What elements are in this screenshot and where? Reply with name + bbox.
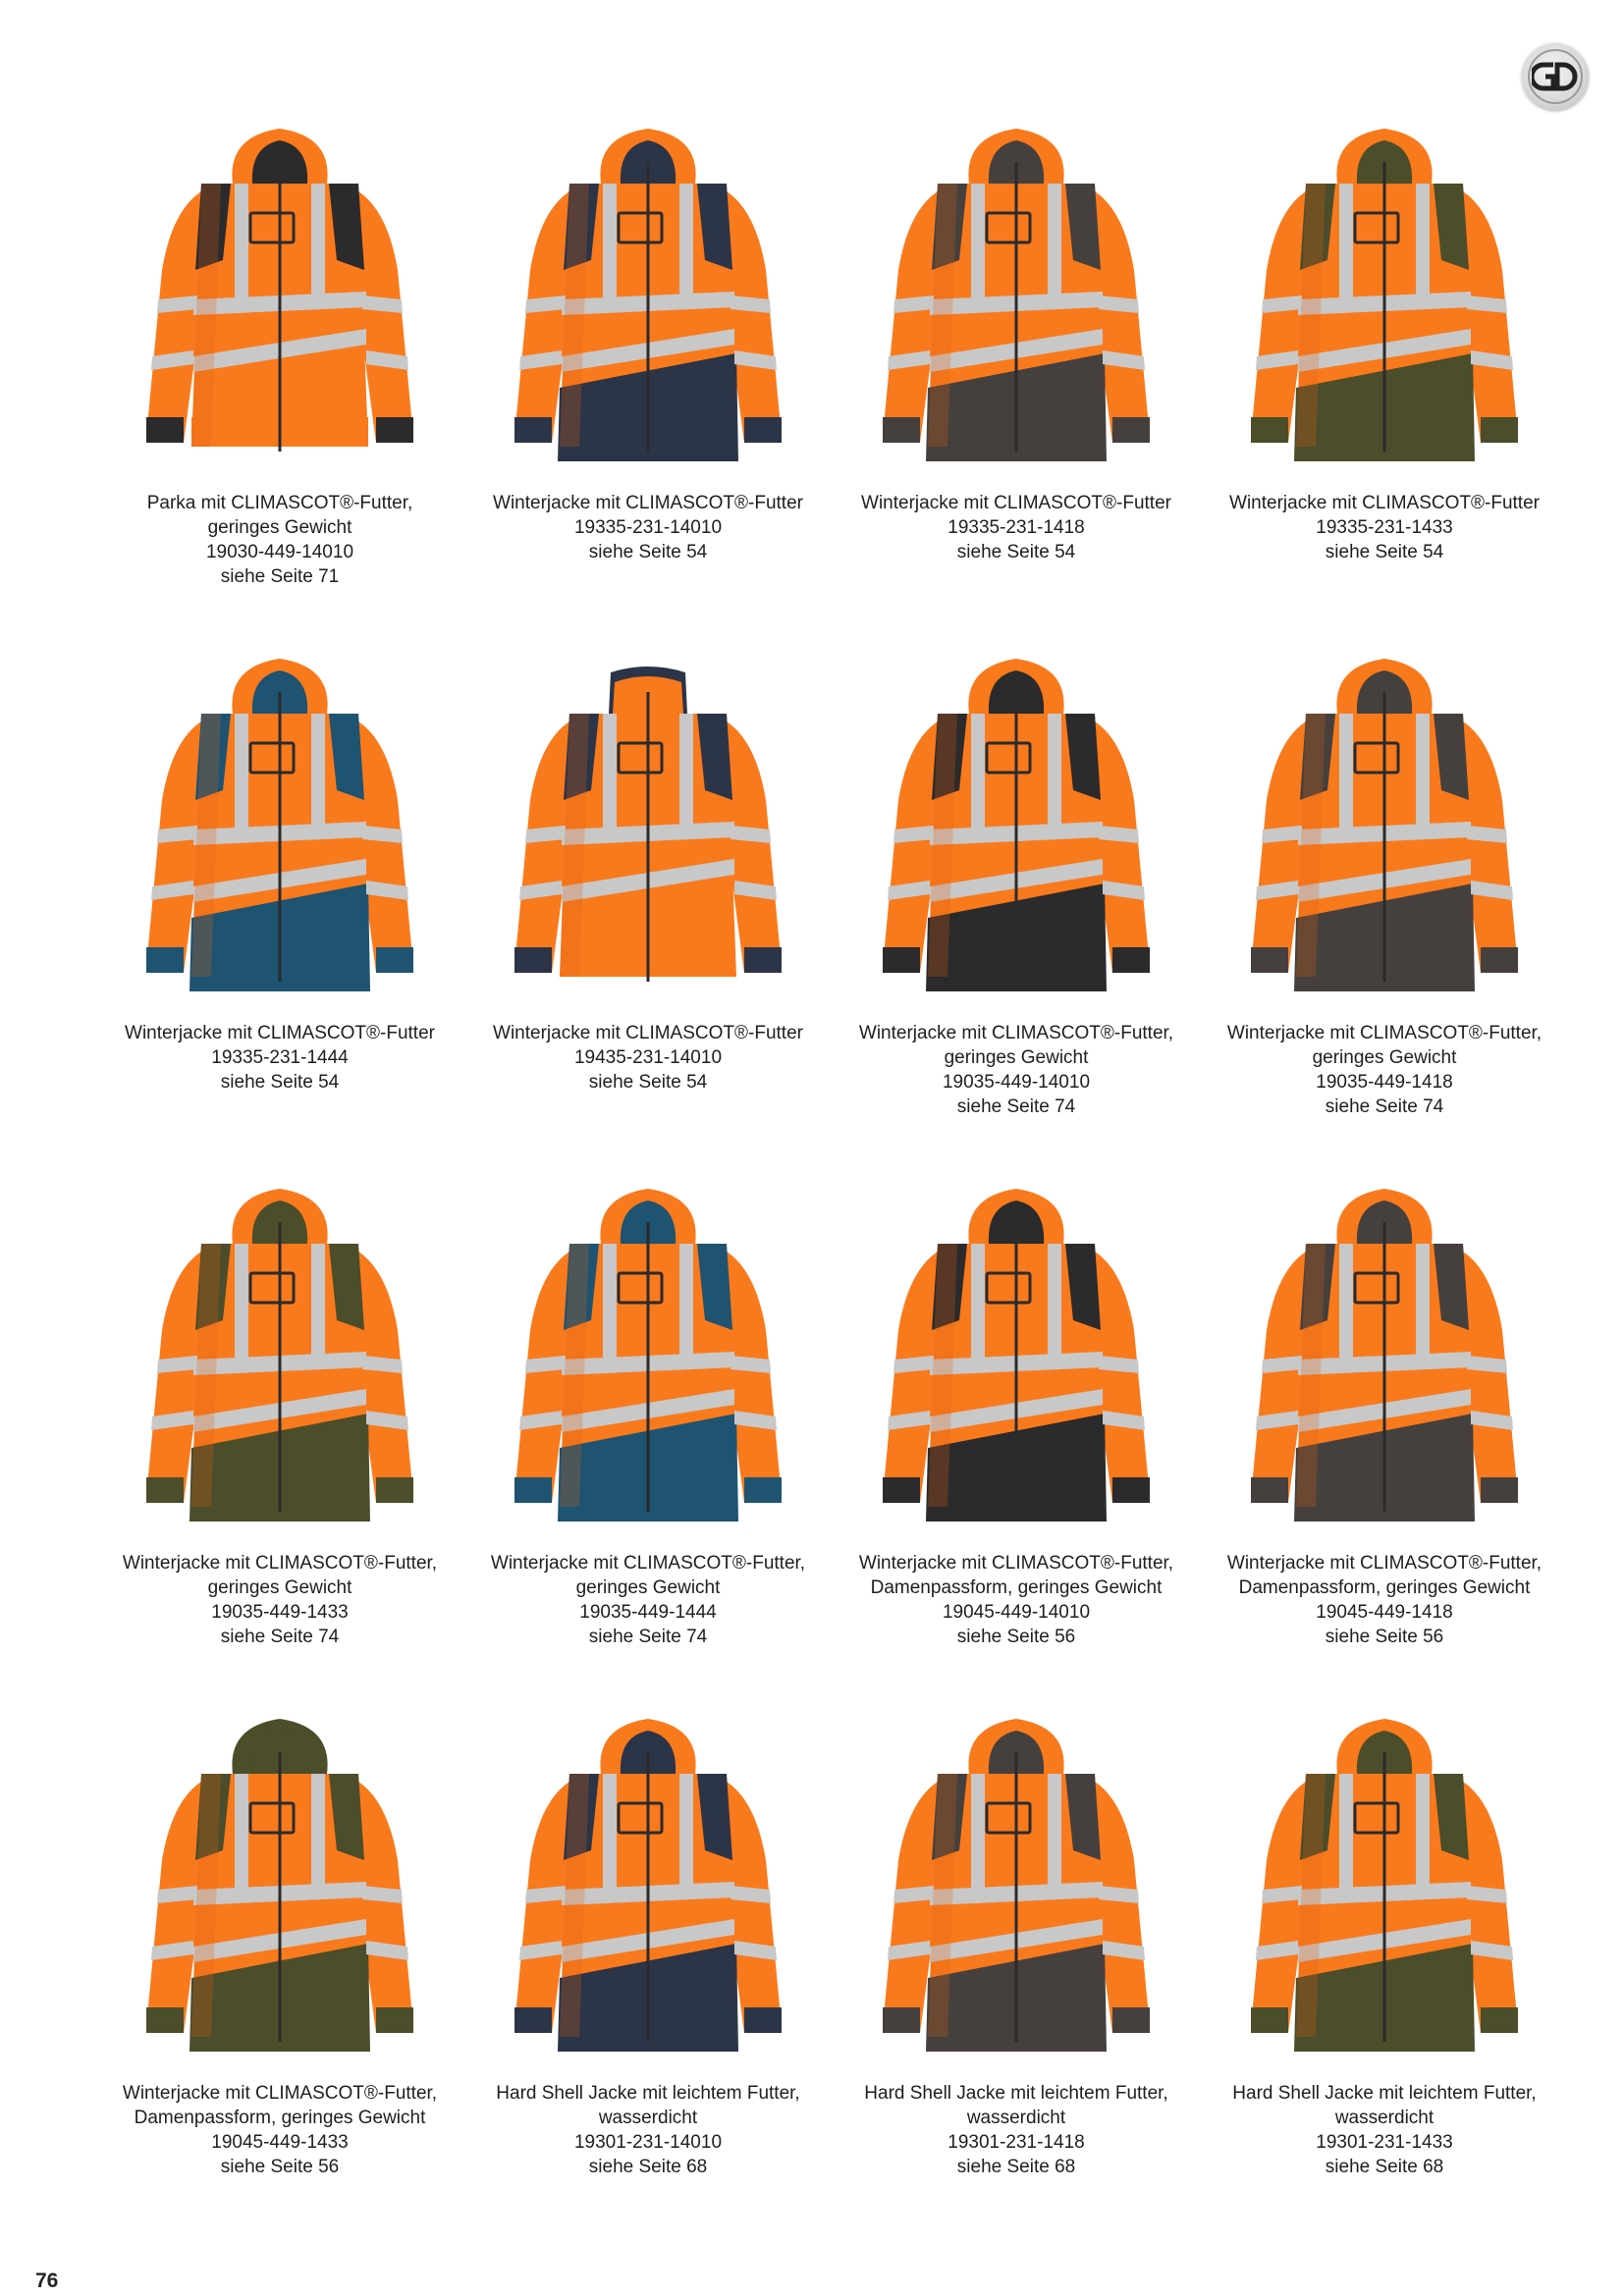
product-caption [1203,1021,1566,1119]
product-caption [98,1021,461,1095]
product-card [1203,653,1566,1163]
jacket-image [501,653,795,1016]
product-page-ref: siehe Seite 74 [956,1096,1076,1117]
product-card [98,123,461,633]
product-title: Winterjacke mit CLIMASCOT®-Futter, [490,1553,806,1574]
product-card [466,1713,830,2223]
product-subtitle: Damenpassform, geringes Gewicht [134,2108,426,2128]
product-title: Winterjacke mit CLIMASCOT®-Futter [493,493,803,513]
product-code: 19301-231-14010 [573,2132,723,2153]
product-page-ref: siehe Seite 74 [588,1627,708,1647]
product-page-ref: siehe Seite 74 [220,1627,340,1647]
product-subtitle: geringes Gewicht [207,517,352,538]
product-subtitle: wasserdicht [1334,2108,1435,2128]
product-title: Hard Shell Jacke mit leichtem Futter, [1232,2083,1537,2104]
product-caption [835,1551,1198,1649]
product-page-ref: siehe Seite 54 [220,1072,340,1093]
product-caption [1203,491,1566,564]
product-card [1203,123,1566,633]
product-page-ref: siehe Seite 56 [220,2157,340,2177]
product-title: Winterjacke mit CLIMASCOT®-Futter [861,493,1171,513]
product-page-ref: siehe Seite 54 [588,542,708,562]
product-title: Winterjacke mit CLIMASCOT®-Futter, [122,2083,438,2104]
jacket-image [133,123,427,486]
product-card [1203,1183,1566,1693]
product-page-ref: siehe Seite 56 [956,1627,1076,1647]
product-card [98,1183,461,1693]
product-subtitle: geringes Gewicht [575,1577,721,1598]
product-page-ref: siehe Seite 74 [1325,1096,1444,1117]
jacket-image [501,1713,795,2076]
product-title: Hard Shell Jacke mit leichtem Futter, [496,2083,800,2104]
product-page-ref: siehe Seite 54 [588,1072,708,1093]
product-card [466,653,830,1163]
jacket-image [501,123,795,486]
product-page-ref: siehe Seite 56 [1325,1627,1444,1647]
product-code: 19301-231-1418 [947,2132,1085,2153]
product-page-ref: siehe Seite 68 [956,2157,1076,2177]
product-caption [835,491,1198,564]
product-page-ref: siehe Seite 71 [220,566,340,587]
product-caption [1203,1551,1566,1649]
product-card [835,123,1198,633]
product-code: 19335-231-1433 [1316,517,1453,538]
product-caption [835,1021,1198,1119]
jacket-image [133,1183,427,1546]
product-title: Winterjacke mit CLIMASCOT®-Futter, [1226,1553,1543,1574]
product-page-ref: siehe Seite 54 [1325,542,1444,562]
product-title: Winterjacke mit CLIMASCOT®-Futter, [122,1553,438,1574]
product-code: 19035-449-14010 [942,1072,1091,1093]
page-number: 76 [35,2269,59,2292]
product-caption [98,2081,461,2179]
jacket-image [501,1183,795,1546]
product-code: 19035-449-1444 [579,1602,717,1623]
product-code: 19335-231-1444 [211,1047,349,1068]
product-subtitle: wasserdicht [966,2108,1066,2128]
product-caption [98,1551,461,1649]
product-caption [466,1021,830,1095]
product-title: Winterjacke mit CLIMASCOT®-Futter, [1226,1023,1543,1043]
product-code: 19301-231-1433 [1316,2132,1453,2153]
product-code: 19045-449-1418 [1316,1602,1453,1623]
product-caption [466,2081,830,2179]
product-subtitle: geringes Gewicht [944,1047,1089,1068]
product-subtitle: wasserdicht [598,2108,698,2128]
product-title: Winterjacke mit CLIMASCOT®-Futter [1229,493,1540,513]
product-subtitle: Damenpassform, geringes Gewicht [870,1577,1163,1598]
jacket-image [1237,1183,1532,1546]
product-code: 19435-231-14010 [573,1047,723,1068]
product-title: Winterjacke mit CLIMASCOT®-Futter, [858,1553,1174,1574]
product-code: 19035-449-1433 [211,1602,349,1623]
product-code: 19030-449-14010 [205,542,354,562]
product-code: 19335-231-14010 [573,517,723,538]
product-page-ref: siehe Seite 68 [588,2157,708,2177]
jacket-image [869,1713,1164,2076]
product-code: 19045-449-1433 [211,2132,349,2153]
product-subtitle: Damenpassform, geringes Gewicht [1238,1577,1531,1598]
product-card [835,1713,1198,2223]
jacket-image [133,653,427,1016]
product-card [98,1713,461,2223]
product-caption [466,1551,830,1649]
product-caption [98,491,461,589]
product-card [1203,1713,1566,2223]
product-subtitle: geringes Gewicht [1312,1047,1457,1068]
product-title: Parka mit CLIMASCOT®-Futter, [146,493,413,513]
jacket-image [869,123,1164,486]
jacket-image [133,1713,427,2076]
product-card [835,1183,1198,1693]
jacket-image [1237,123,1532,486]
product-title: Hard Shell Jacke mit leichtem Futter, [864,2083,1168,2104]
jacket-image [1237,1713,1532,2076]
product-card [466,123,830,633]
product-title: Winterjacke mit CLIMASCOT®-Futter [493,1023,803,1043]
product-title: Winterjacke mit CLIMASCOT®-Futter [125,1023,435,1043]
product-subtitle: geringes Gewicht [207,1577,352,1598]
product-page-ref: siehe Seite 68 [1325,2157,1444,2177]
product-card [835,653,1198,1163]
product-code: 19335-231-1418 [947,517,1085,538]
product-page-ref: siehe Seite 54 [956,542,1076,562]
jacket-image [1237,653,1532,1016]
jacket-image [869,653,1164,1016]
jacket-image [869,1183,1164,1546]
product-title: Winterjacke mit CLIMASCOT®-Futter, [858,1023,1174,1043]
product-caption [466,491,830,564]
product-caption [1203,2081,1566,2179]
product-card [98,653,461,1163]
product-code: 19045-449-14010 [942,1602,1091,1623]
product-caption [835,2081,1198,2179]
product-card [466,1183,830,1693]
product-code: 19035-449-1418 [1316,1072,1453,1093]
